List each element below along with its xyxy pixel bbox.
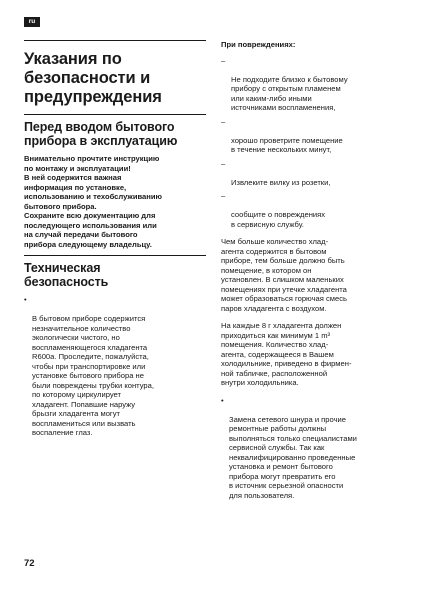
dash-icon: – (221, 55, 226, 65)
paragraph-room-size: Чем больше количество хлад- агента содержится в бытовом приборе, тем больше должно быть помещение, в котором он установлен. В слишком маленьких помещениях при утечке хладагента может образоваться горючая смесь паров хладагента с воздухом. (221, 237, 347, 313)
dash-icon: – (221, 158, 226, 168)
main-title: Указания по безопасности и предупреждения (24, 50, 162, 106)
section1-title: Перед вводом бытового прибора в эксплуатацию (24, 120, 178, 148)
damage-list (221, 56, 401, 230)
list-item (221, 191, 401, 229)
bullet-text: В бытовом приборе содержится незначительное количество экологически чистого, но воспламеняющегося хладагента R600a. Проследите, пожалуйста, чтобы при транспортировке или установке бытового прибора не были повреждены трубки контура, по которому циркулирует хладагент. Попавшие наружу брызги хладагента могут воспламениться или вызвать воспаление глаз. (32, 314, 154, 437)
right-column (221, 40, 401, 508)
dash-text: Не подходите близко к бытовому прибору с открытым пламенем или каким-либо иными источниками воспламенения, (231, 74, 348, 112)
list-item (24, 295, 206, 438)
list-item (221, 396, 401, 501)
bullet-icon: • (221, 395, 224, 405)
dash-text: хорошо проветрите помещение в течение нескольких минут, (231, 135, 343, 154)
left-column (24, 40, 206, 446)
list-item (221, 56, 401, 113)
language-badge: ru (24, 17, 40, 27)
section1-text: Внимательно прочтите инструкцию по монтажу и эксплуатации! В ней содержится важная информация по установке, использованию и техобслуживанию бытового прибора. Сохраните всю документацию для последующего использования или на случай передачи бытового прибора следующему владельцу. (24, 154, 163, 249)
list-item (221, 159, 401, 188)
bullet-text: Замена сетевого шнура и прочие ремонтные работы должны выполняться только специалистами сервисной службы. Так как неквалифицированно проведенные установка и ремонт бытового прибора могут превратить его в источник серьезной опасности для пользователя. (229, 414, 357, 500)
page-number: 72 (24, 558, 35, 569)
dash-icon: – (221, 116, 226, 126)
dash-text: сообщите о повреждениях в сервисную службу. (231, 210, 326, 229)
dash-icon: – (221, 191, 226, 200)
dash-text: Извлеките вилку из розетки, (231, 177, 331, 187)
section2-title: Техническая безопасность (24, 261, 109, 289)
paragraph-refrigerant-ratio: На каждые 8 г хладагента должен приходиться как минимум 1 m³ помещения. Количество хлад- агента, содержащееся в Вашем холодильнике, приведено в фирмен- ной табличке, расположенной внутри холодильника. (221, 321, 352, 387)
damage-heading: При повреждениях: (221, 40, 296, 49)
list-item (221, 117, 401, 155)
bullet-icon: • (24, 295, 27, 304)
